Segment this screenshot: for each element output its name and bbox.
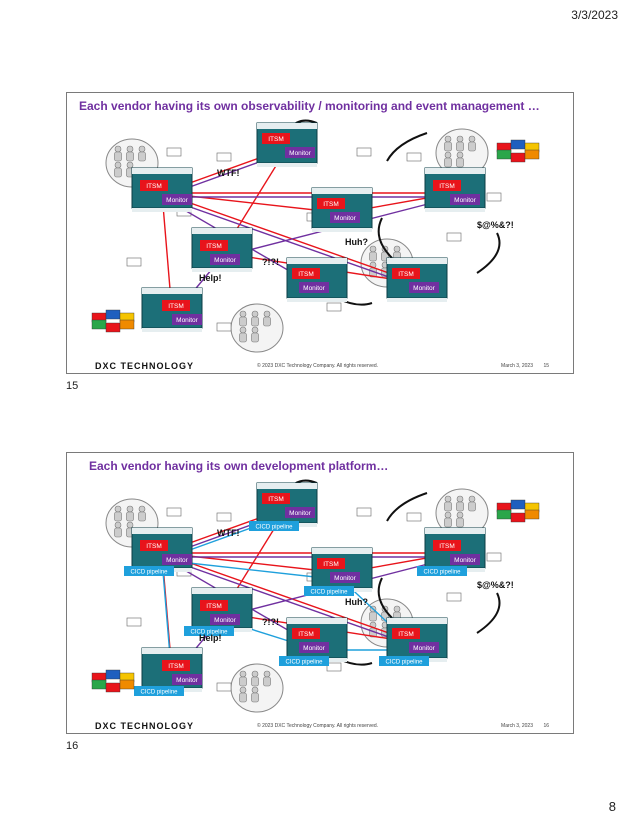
copyright: © 2023 DXC Technology Company. All rights reserved. bbox=[257, 723, 379, 729]
vendor-platform bbox=[184, 588, 252, 636]
lego-bricks bbox=[497, 500, 539, 522]
lego-bricks bbox=[497, 140, 539, 162]
monitor-label: Monitor bbox=[289, 510, 311, 517]
exclamation-huh: Huh? bbox=[345, 237, 368, 247]
note-box bbox=[217, 153, 231, 161]
slide-footer-number: 15 bbox=[543, 363, 549, 369]
lego-bricks bbox=[92, 310, 134, 332]
vendor-platform bbox=[132, 168, 192, 212]
exclamation-what: ?!?! bbox=[262, 617, 279, 627]
slide-footer bbox=[67, 719, 573, 733]
itsm-label: ITSM bbox=[268, 496, 284, 503]
note-box bbox=[217, 513, 231, 521]
vendor-platform bbox=[425, 168, 485, 212]
itsm-label: ITSM bbox=[146, 543, 162, 550]
itsm-label: ITSM bbox=[268, 136, 284, 143]
slide-title: Each vendor having its own observability / monitoring and event management … bbox=[79, 99, 540, 113]
note-box bbox=[327, 303, 341, 311]
monitor-label: Monitor bbox=[454, 557, 476, 564]
monitor-label: Monitor bbox=[176, 317, 198, 324]
monitor-label: Monitor bbox=[334, 215, 356, 222]
note-box bbox=[407, 153, 421, 161]
cicd-label: CICD pipeline bbox=[190, 629, 228, 636]
dxc-logo: DXC TECHNOLOGY bbox=[95, 361, 195, 371]
exclamation-what: ?!?! bbox=[262, 257, 279, 267]
itsm-label: ITSM bbox=[439, 183, 455, 190]
people-group bbox=[231, 664, 283, 712]
lego-bricks bbox=[92, 670, 134, 692]
monitor-label: Monitor bbox=[289, 150, 311, 157]
cicd-label: CICD pipeline bbox=[285, 659, 323, 666]
itsm-label: ITSM bbox=[168, 663, 184, 670]
slide-footer bbox=[67, 359, 573, 373]
exclamation-help: Help! bbox=[199, 273, 222, 283]
exclamation-curse: $@%&?! bbox=[477, 220, 514, 230]
exclamation-help: Help! bbox=[199, 633, 222, 643]
itsm-label: ITSM bbox=[206, 243, 222, 250]
page-number: 8 bbox=[608, 799, 616, 814]
cicd-label: CICD pipeline bbox=[140, 689, 178, 696]
note-box bbox=[167, 508, 181, 516]
note-box bbox=[487, 553, 501, 561]
note-box bbox=[447, 593, 461, 601]
cicd-label: CICD pipeline bbox=[255, 524, 293, 531]
note-box bbox=[487, 193, 501, 201]
monitor-label: Monitor bbox=[334, 575, 356, 582]
slide-number: 15 bbox=[66, 380, 79, 392]
monitor-label: Monitor bbox=[303, 645, 325, 652]
vendor-platform bbox=[304, 548, 372, 596]
dxc-logo: DXC TECHNOLOGY bbox=[95, 721, 195, 731]
cicd-label: CICD pipeline bbox=[310, 589, 348, 596]
note-box bbox=[217, 683, 231, 691]
monitor-label: Monitor bbox=[454, 197, 476, 204]
itsm-label: ITSM bbox=[146, 183, 162, 190]
slide-15 bbox=[66, 92, 574, 374]
vendor-platform bbox=[192, 228, 252, 272]
vendor-platform bbox=[142, 288, 202, 332]
note-box bbox=[447, 233, 461, 241]
note-box bbox=[167, 148, 181, 156]
monitor-label: Monitor bbox=[214, 257, 236, 264]
note-box bbox=[327, 663, 341, 671]
cicd-label: CICD pipeline bbox=[423, 569, 461, 576]
exclamation-wtf: WTF! bbox=[217, 168, 240, 178]
itsm-label: ITSM bbox=[398, 271, 414, 278]
cicd-label: CICD pipeline bbox=[385, 659, 423, 666]
note-box bbox=[357, 508, 371, 516]
slide-date: March 3, 2023 bbox=[501, 723, 533, 729]
slide-date: March 3, 2023 bbox=[501, 363, 533, 369]
vendor-platform bbox=[312, 188, 372, 232]
curved-arrow bbox=[477, 593, 500, 633]
note-box bbox=[127, 618, 141, 626]
monitor-label: Monitor bbox=[166, 557, 188, 564]
copyright: © 2023 DXC Technology Company. All rights reserved. bbox=[257, 363, 379, 369]
monitor-label: Monitor bbox=[214, 617, 236, 624]
vendor-diagram bbox=[67, 113, 573, 373]
vendor-platform bbox=[257, 123, 317, 167]
note-box bbox=[217, 323, 231, 331]
page-date: 3/3/2023 bbox=[571, 8, 618, 22]
vendor-platform bbox=[279, 618, 347, 666]
itsm-label: ITSM bbox=[298, 271, 314, 278]
cicd-label: CICD pipeline bbox=[130, 569, 168, 576]
monitor-label: Monitor bbox=[413, 645, 435, 652]
vendor-diagram bbox=[67, 473, 573, 733]
vendor-platform bbox=[417, 528, 485, 576]
vendor-platform bbox=[287, 258, 347, 302]
slide-16 bbox=[66, 452, 574, 734]
slide-footer-number: 16 bbox=[543, 723, 549, 729]
note-box bbox=[407, 513, 421, 521]
itsm-label: ITSM bbox=[398, 631, 414, 638]
itsm-label: ITSM bbox=[168, 303, 184, 310]
slide-number: 16 bbox=[66, 740, 79, 752]
exclamation-wtf: WTF! bbox=[217, 528, 240, 538]
note-box bbox=[357, 148, 371, 156]
vendor-platform bbox=[379, 618, 447, 666]
slide-title: Each vendor having its own development platform… bbox=[89, 459, 389, 473]
itsm-label: ITSM bbox=[298, 631, 314, 638]
exclamation-huh: Huh? bbox=[345, 597, 368, 607]
monitor-label: Monitor bbox=[176, 677, 198, 684]
monitor-label: Monitor bbox=[303, 285, 325, 292]
vendor-platform bbox=[387, 258, 447, 302]
vendor-platform bbox=[124, 528, 192, 576]
people-group bbox=[231, 304, 283, 352]
monitor-label: Monitor bbox=[166, 197, 188, 204]
vendor-platform bbox=[249, 483, 317, 531]
itsm-label: ITSM bbox=[323, 561, 339, 568]
vendor-platform bbox=[134, 648, 202, 696]
exclamation-curse: $@%&?! bbox=[477, 580, 514, 590]
itsm-label: ITSM bbox=[323, 201, 339, 208]
monitor-label: Monitor bbox=[413, 285, 435, 292]
curved-arrow bbox=[477, 233, 500, 273]
itsm-label: ITSM bbox=[439, 543, 455, 550]
itsm-label: ITSM bbox=[206, 603, 222, 610]
note-box bbox=[127, 258, 141, 266]
